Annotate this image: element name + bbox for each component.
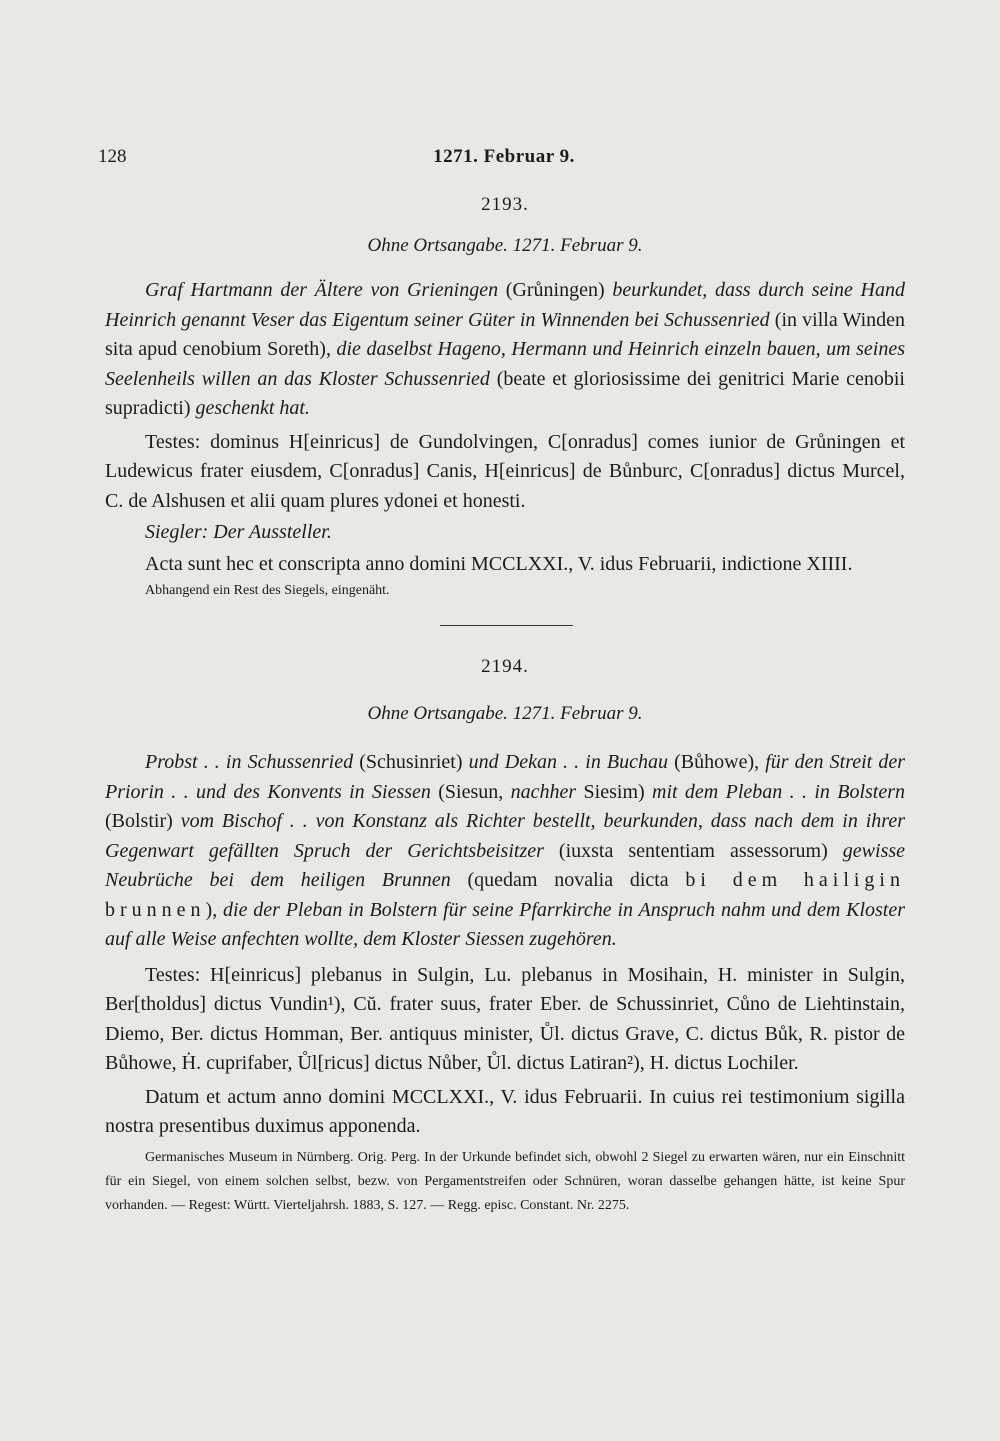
header-date: 1271. Februar 9.	[433, 146, 575, 167]
document-2194-body	[105, 748, 905, 1218]
document-2193-number	[105, 194, 905, 216]
document-number: 2193.	[481, 194, 529, 215]
document-2193-place-date-block	[105, 235, 905, 257]
regest-text: die der Pleban in Bolstern für seine Pfarrkirche in Anspruch nahm und dem Kloster auf alle Weise anfechten wollte, dem Kloster Siessen zugehören.	[105, 898, 905, 950]
document-place-date: Ohne Ortsangabe. 1271. Februar 9.	[367, 703, 643, 724]
regest-latin: (Schusinriet)	[353, 751, 469, 773]
regest-text: mit dem Pleban . . in Bolstern	[652, 780, 906, 803]
regest-text: Graf Hartmann der Ältere von Grieningen	[145, 279, 499, 301]
regest-latin: (Siesun,	[430, 780, 511, 803]
acta-paragraph: Acta sunt hec et conscripta anno domini MCCLXXI., V. idus Februarii, indictione XIIII.	[145, 552, 853, 575]
regest-text: vom Bischof . . von Konstanz als Richter bestellt, beurkunden, dass nach dem in ihrer Gegenwart gefällten Spruch der Gerichtsbeisitzer	[105, 810, 905, 862]
regest-latin: (Bůhowe),	[668, 751, 766, 773]
regest-text: und Dekan . . in Buchau	[468, 751, 669, 773]
testes-paragraph: Testes: H[einricus] plebanus in Sulgin, Lu. plebanus in Mosihain, H. minister in Sulgin, Ber[tholdus] dictus Vundin¹), Cŭ. frater suus, frater Eber. de Schussinriet, Cůno de Liehtinstain, Diemo, Ber. dictus Homman, Ber. antiquus minister, Ůl. dictus Grave, C. dictus Bůk, R. pistor de Bůhowe, Ḣ. cuprifaber, Ůl[ricus] dictus Nůber, Ůl. dictus Latiran²), H. dictus Lochiler.	[105, 963, 905, 1074]
regest-text: beurkundet, dass durch seine Hand Heinrich genannt Veser das Eigentum seiner Güter in Winnenden bei Schussenried	[105, 279, 906, 331]
regest-latin: (Grůningen)	[498, 279, 613, 301]
regest-spaced-quote: bi dem hailigin brunnen	[105, 869, 905, 921]
siegler-line: Siegler: Der Aussteller.	[145, 521, 332, 543]
regest-text: nachher	[510, 780, 577, 803]
document-place-date: Ohne Ortsangabe. 1271. Februar 9.	[367, 235, 643, 256]
page-number: 128	[98, 146, 127, 167]
regest-text: gewisse Neubrüche bei dem heiligen Brunnen	[105, 839, 906, 891]
regest-text: die daselbst Hageno, Hermann und Heinrich einzeln bauen, um seines Seelenheils willen an das Kloster Schussenried	[105, 338, 905, 390]
regest-text: Probst . . in Schussenried	[145, 751, 354, 773]
datum-paragraph: Datum et actum anno domini MCCLXXI., V. idus Februarii. In cuius rei testimonium sigilla nostra presentibus duximus apponenda.	[105, 1085, 905, 1137]
regest-latin: Siesim)	[576, 780, 653, 803]
regest-text: für den Streit der Priorin . . und des Konvents in Siessen	[105, 751, 905, 803]
archival-note: Germanisches Museum in Nürnberg. Orig. Perg. In der Urkunde befindet sich, obwohl 2 Siegel zu erwarten wären, nur ein Einschnitt für ein Siegel, von einem solchen selbst, bezw. von Pergamentstreifen oder Schnüren, woran dasselbe gehangen hätte, ist keine Spur vorhanden. — Regest: Württ. Vierteljahrsh. 1883, S. 127. — Regg. episc. Constant. Nr. 2275.	[105, 1149, 905, 1213]
regest-text: geschenkt hat.	[195, 397, 310, 419]
regest-latin: (beate et gloriosissime dei genitrici Marie cenobii supradicti)	[105, 367, 905, 419]
archival-note: Abhangend ein Rest des Siegels, eingenäht.	[145, 583, 390, 598]
section-divider	[440, 625, 573, 626]
document-2194-number	[105, 656, 905, 678]
testes-paragraph: Testes: dominus H[einricus] de Gundolvingen, C[onradus] comes iunior de Grůningen et Ludewicus frater eiusdem, C[onradus] Canis, H[einricus] de Bůnburc, C[onradus] dictus Murcel, C. de Alshusen et alii quam plures ydonei et honesti.	[105, 430, 905, 512]
regest-latin: (iuxsta sententiam assessorum)	[543, 839, 843, 862]
regest-latin: (in villa Winden sita apud cenobium Soreth),	[105, 308, 905, 360]
document-2193-body	[105, 276, 905, 603]
running-header	[98, 146, 910, 176]
regest-paragraph	[105, 748, 905, 955]
regest-latin: (Bolstir)	[105, 810, 181, 832]
document-2194-place-date-block	[105, 703, 905, 725]
document-number: 2194.	[481, 656, 529, 677]
regest-latin: (quedam novalia dicta	[450, 869, 686, 891]
regest-latin: ),	[205, 898, 224, 921]
regest-paragraph	[105, 276, 905, 424]
